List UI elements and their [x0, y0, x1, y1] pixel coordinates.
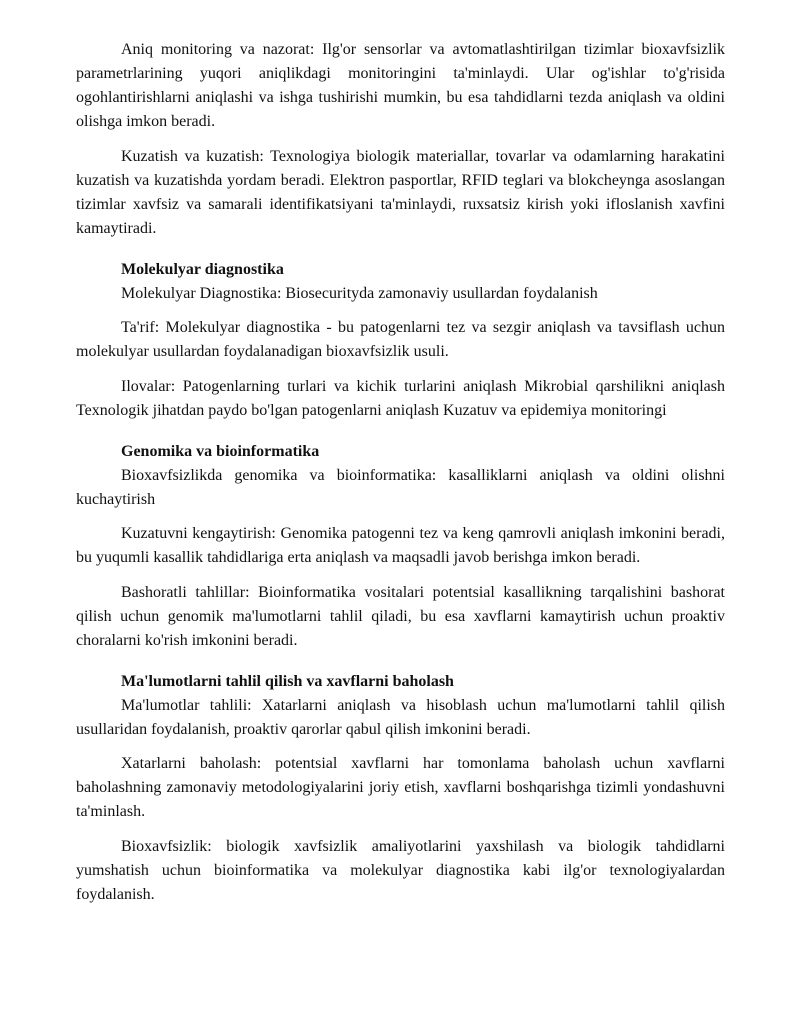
paragraph-applications: Ilovalar: Patogenlarning turlari va kichik turlarini aniqlash Mikrobial qarshilikni aniqlash Texnologik jihatdan paydo bo'lgan patogenlarni aniqlash Kuzatuv va epidemiya monitoringi [76, 377, 725, 419]
paragraph-monitoring: Aniq monitoring va nazorat: Ilg'or sensorlar va avtomatlashtirilgan tizimlar bioxavfsizlik parametrlarining yuqori aniqlikdagi monitoringini ta'minlaydi. Ular og'ishlar to'g'risida ogohlantirishlarni aniqlashi va ishga tushirishi mumkin, bu esa tahdidlarni tezda aniqlash va oldini olishga imkon beradi. [76, 41, 725, 130]
paragraph-definition: Ta'rif: Molekulyar diagnostika - bu patogenlarni tez va sezgir aniqlash va tavsiflash uchun molekulyar usullardan foydalanadigan bioxavfsizlik usuli. [76, 319, 725, 360]
paragraph-genomics-intro: Bioxavfsizlikda genomika va bioinformatika: kasalliklarni aniqlash va oldini olishni kuchaytirish [76, 466, 725, 508]
paragraph-data-analysis: Ma'lumotlar tahlili: Xatarlarni aniqlash va hisoblash uchun ma'lumotlarni tahlil qilish usullaridan foydalanish, proaktiv qarorlar qabul qilish imkonini beradi. [76, 696, 725, 738]
section-heading-data-analysis: Ma'lumotlarni tahlil qilish va xavflarni baholash [121, 672, 454, 690]
section-heading-molecular-diagnostics: Molekulyar diagnostika [121, 260, 284, 278]
paragraph-surveillance: Kuzatuvni kengaytirish: Genomika patogenni tez va keng qamrovli aniqlash imkonini beradi, bu yuqumli kasallik tahdidlariga erta aniqlash va maqsadli javob berishga imkon beradi. [76, 525, 725, 566]
paragraph-tracking: Kuzatish va kuzatish: Texnologiya biologik materiallar, tovarlar va odamlarning harakatini kuzatish va kuzatishda yordam beradi. Elektron pasportlar, RFID teglari va blokcheynga asoslangan tizimlar xavfsiz va samarali identifikatsiyani ta'minlaydi, ruxsatsiz kirish yoki ifloslanish xavfini kamaytiradi. [76, 147, 725, 237]
paragraph-molecular-intro: Molekulyar Diagnostika: Biosecurityda zamonaviy usullardan foydalanish [121, 284, 598, 302]
document-page [76, 38, 725, 917]
paragraph-predictive-analytics: Bashoratli tahlillar: Bioinformatika vositalari potentsial kasallikning tarqalishini bashorat qilish uchun genomik ma'lumotlarni tahlil qiladi, bu esa xavflarni kamaytirish uchun proaktiv choralarni ko'rish imkonini beradi. [76, 583, 725, 649]
paragraph-risk-assessment: Xatarlarni baholash: potentsial xavflarni har tomonlama baholash uchun xavflarni baholashning zamonaviy metodologiyalarini joriy etish, xavflarni boshqarishga tizimli yondashuvni ta'minlash. [76, 755, 725, 820]
paragraph-biosecurity: Bioxavfsizlik: biologik xavfsizlik amaliyotlarini yaxshilash va biologik tahdidlarni yumshatish uchun bioinformatika va molekulyar diagnostika kabi ilg'or texnologiyalardan foydalanish. [76, 837, 725, 903]
section-heading-genomics: Genomika va bioinformatika [121, 442, 320, 460]
